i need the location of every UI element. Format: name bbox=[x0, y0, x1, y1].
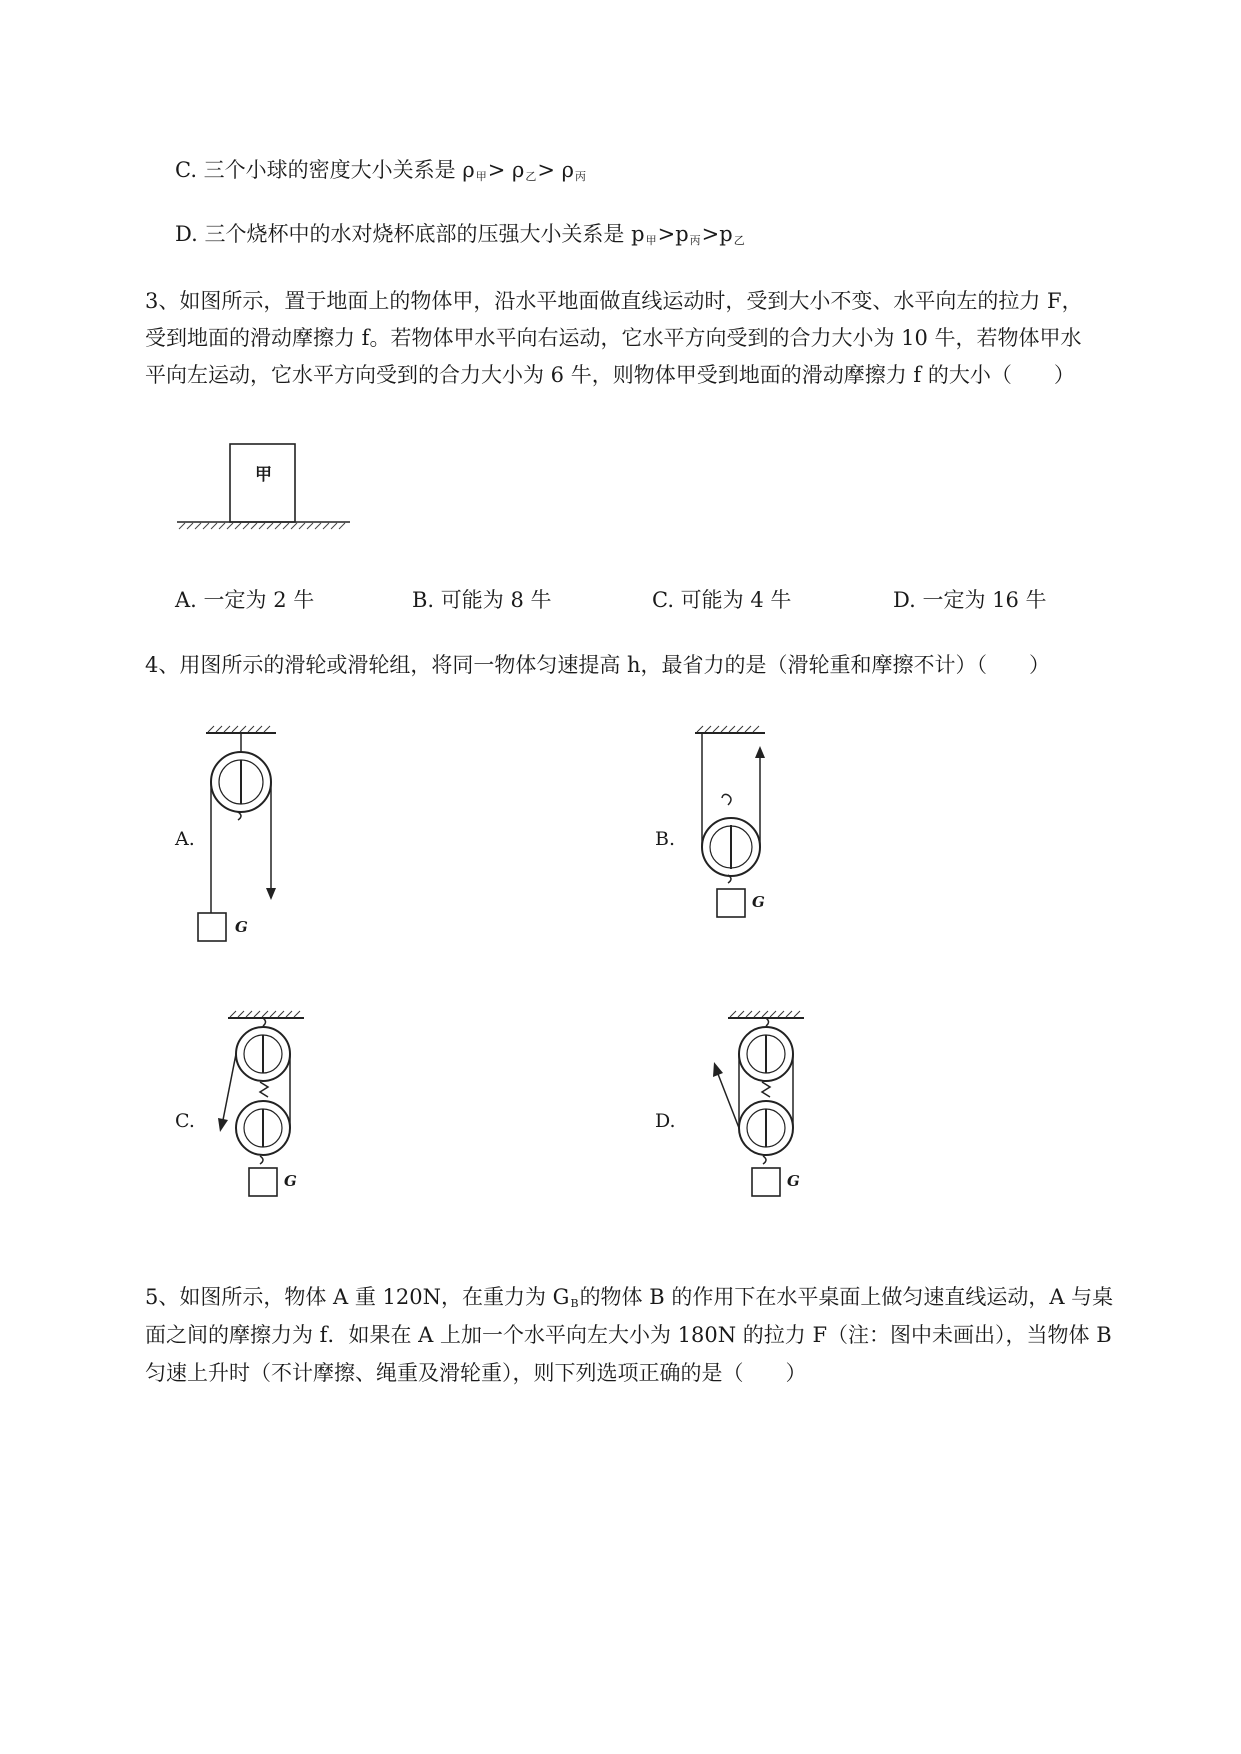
option-c-q2 bbox=[175, 155, 1161, 192]
subscript: 甲 bbox=[475, 170, 487, 183]
pull-arrow bbox=[713, 1062, 723, 1077]
weight-label: G bbox=[235, 918, 248, 936]
pulley-block-d-svg bbox=[700, 1010, 810, 1250]
pull-arrow bbox=[218, 1118, 228, 1132]
subscript: 丙 bbox=[575, 170, 587, 183]
weight-box bbox=[198, 913, 226, 941]
subscript: 乙 bbox=[733, 234, 745, 247]
subscript-b: B bbox=[570, 1297, 579, 1310]
subscript: 甲 bbox=[645, 234, 657, 247]
q3-line-2: 受到地面的滑动摩擦力 f。若物体甲水平向右运动，它水平方向受到的合力大小为 10 牛，若物体甲水 bbox=[145, 326, 1082, 350]
q3-choice-b: B. 可能为 8 牛 bbox=[412, 588, 552, 612]
q3-choice-c: C. 可能为 4 牛 bbox=[652, 588, 792, 612]
rho-symbol: ρ bbox=[561, 158, 575, 182]
weight-box bbox=[717, 889, 745, 917]
weight-box bbox=[249, 1168, 277, 1196]
q4-option-c-label: C. bbox=[175, 1110, 195, 1132]
pulley-block-c-svg bbox=[210, 1010, 320, 1250]
pulley-block-c-figure bbox=[210, 1010, 320, 1250]
option-text: D. 三个烧杯中的水对烧杯底部的压强大小关系是 bbox=[175, 222, 625, 246]
block-figure-svg bbox=[175, 440, 355, 532]
pull-arrow bbox=[266, 888, 276, 900]
q5-text: 的物体 B 的作用下在水平桌面上做匀速直线运动，A 与桌 bbox=[579, 1285, 1114, 1309]
q3-line-1: 3、如图所示，置于地面上的物体甲，沿水平地面做直线运动时，受到大小不变、水平向左的拉力 F， bbox=[145, 289, 1083, 313]
block-label: 甲 bbox=[255, 465, 272, 485]
weight-box bbox=[752, 1168, 780, 1196]
q5-text: 5、如图所示，物体 A 重 120N，在重力为 G bbox=[145, 1285, 570, 1309]
movable-pulley-svg bbox=[695, 725, 805, 955]
greater-than: > bbox=[701, 222, 720, 246]
q4-option-a-label: A. bbox=[175, 828, 195, 850]
movable-pulley-figure bbox=[695, 725, 805, 955]
q4-line-1: 4、用图所示的滑轮或滑轮组，将同一物体匀速提高 h，最省力的是（滑轮重和摩擦不计）（ ） bbox=[145, 653, 1051, 677]
p-symbol: p bbox=[675, 222, 689, 246]
fixed-pulley-svg bbox=[200, 725, 310, 955]
pulley-block-d-figure bbox=[700, 1010, 810, 1250]
weight-label: G bbox=[752, 893, 765, 911]
weight-label: G bbox=[284, 1172, 297, 1190]
block-on-ground-figure bbox=[175, 440, 355, 532]
q3-choice-a: A. 一定为 2 牛 bbox=[175, 588, 315, 612]
rho-symbol: ρ bbox=[512, 158, 525, 182]
p-symbol: p bbox=[631, 222, 645, 246]
rho-symbol: ρ bbox=[462, 158, 475, 182]
greater-than: > bbox=[657, 222, 676, 246]
q3-choice-d: D. 一定为 16 牛 bbox=[893, 588, 1047, 612]
option-d-q2 bbox=[175, 219, 1161, 256]
ground-hatching bbox=[179, 523, 345, 529]
subscript: 乙 bbox=[525, 170, 537, 183]
q5-line-2: 面之间的摩擦力为 f．如果在 A 上加一个水平向左大小为 180N 的拉力 F（注：图中未画出），当物体 B bbox=[145, 1323, 1112, 1347]
weight-label: G bbox=[787, 1172, 800, 1190]
q4-option-d-label: D. bbox=[655, 1110, 676, 1132]
p-symbol: p bbox=[719, 222, 733, 246]
subscript: 丙 bbox=[689, 234, 701, 247]
pull-arrow bbox=[755, 746, 765, 758]
q5-line-3: 匀速上升时（不计摩擦、绳重及滑轮重），则下列选项正确的是（ ） bbox=[145, 1361, 807, 1385]
q4-option-b-label: B. bbox=[655, 828, 676, 850]
greater-than: > bbox=[537, 158, 555, 182]
q5-line-1 bbox=[145, 1282, 1161, 1319]
option-text: C. 三个小球的密度大小关系是 bbox=[175, 158, 456, 182]
fixed-pulley-figure bbox=[200, 725, 310, 955]
greater-than: > bbox=[487, 158, 506, 182]
q3-line-3: 平向左运动，它水平方向受到的合力大小为 6 牛，则物体甲受到地面的滑动摩擦力 f 的大小（ ） bbox=[145, 363, 1075, 387]
